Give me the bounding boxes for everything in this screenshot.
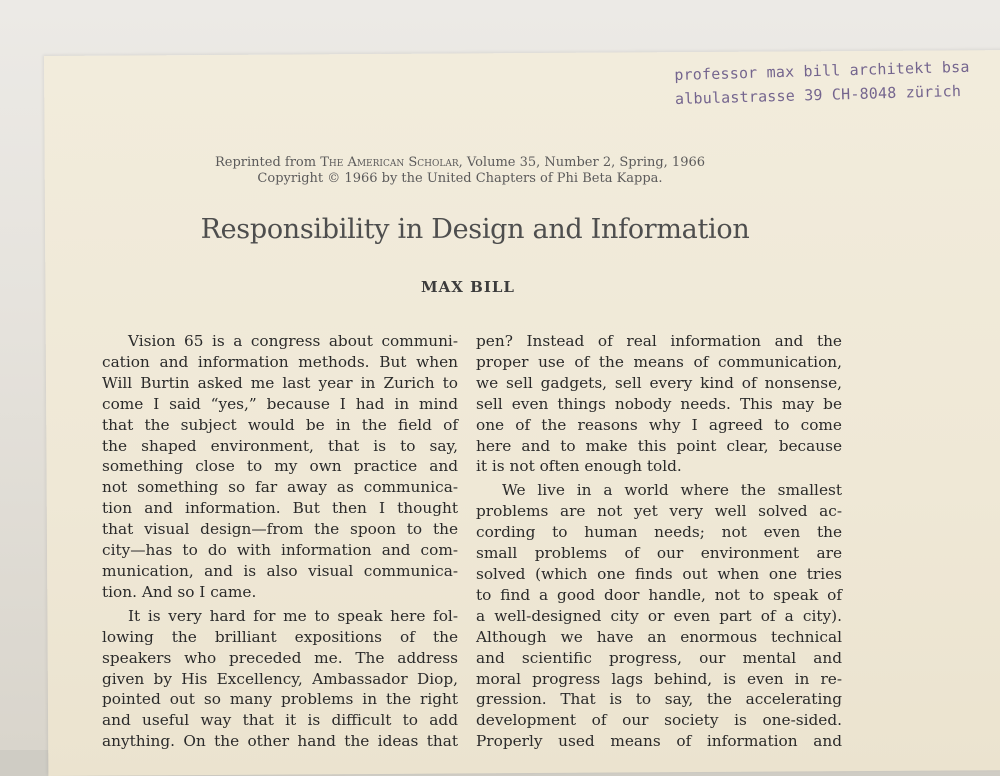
text-line: here and to make this point clear, because [476,436,842,455]
text-line: small problems of our environment are [476,544,842,563]
stamp-line-2: albulastrasse 39 CH-8048 zürich [674,81,962,108]
text-line: a well-designed city or even part of a city). [476,606,842,625]
text-line: speakers who preceded me. The address [102,648,458,667]
text-line: the shaped environment, that is to say, [102,436,458,455]
text-line: that the subject would be in the field of [102,415,458,434]
text-line: Vision 65 is a congress about communi- [128,332,458,350]
reprint-suffix: , Volume 35, Number 2, Spring, 1966 [458,155,706,170]
text-line: not something so far away as communica- [102,478,458,497]
copyright-line: Copyright © 1966 by the United Chapters of Phi Beta Kappa. [257,171,663,186]
text-line: come I said “yes,” because I had in mind [102,394,458,413]
text-line: and useful way that it is difficult to add [102,711,458,730]
text-line: city—has to do with information and com- [102,541,458,560]
article-title: Responsibility in Design and Information [200,214,750,245]
text-line: We live in a world where the smallest [502,481,842,500]
article-author: MAX BILL [421,278,515,296]
text-line: cation and information methods. But when [102,352,458,371]
text-line: we sell gadgets, sell every kind of nonsense, [476,373,842,392]
text-line: given by His Excellency, Ambassador Diop, [102,669,458,688]
stamp-line-1: professor max bill architekt bsa [674,57,970,84]
text-line: pointed out so many problems in the right [102,690,458,709]
text-line: pen? Instead of real information and the [476,332,842,350]
text-line: Properly used means of information and [476,732,842,751]
text-line: solved (which one finds out when one tries [476,564,842,583]
text-line: lowing the brilliant expositions of the [102,627,458,646]
text-line: and scientific progress, our mental and [476,648,842,667]
text-line: sell even things nobody needs. This may be [476,394,842,413]
text-line: one of the reasons why I agreed to come [476,415,842,434]
text-line: something close to my own practice and [102,457,458,476]
text-line: development of our society is one-sided. [476,711,842,730]
text-line: proper use of the means of communication, [476,352,842,371]
text-line: Will Burtin asked me last year in Zurich to [102,373,458,392]
reprint-notice [0,155,920,187]
reprint-line [0,155,920,171]
text-line: munication, and is also visual communica- [102,561,458,580]
text-line: It is very hard for me to speak here fol- [128,606,458,625]
text-line: anything. On the other hand the ideas that [102,732,458,751]
address-stamp [674,55,971,111]
text-line: to find a good door handle, not to speak of [476,585,842,604]
text-line: it is not often enough told. [476,457,682,476]
right-column [476,331,842,752]
text-line: cording to human needs; not even the [476,523,842,542]
text-line: tion and information. But then I thought [102,499,458,518]
text-line: moral progress lags behind, is even in re- [476,669,842,688]
text-line: that visual design—from the spoon to the [102,520,458,539]
text-line: gression. That is to say, the accelerating [476,690,842,709]
text-line: problems are not yet very well solved ac- [476,502,842,521]
journal-name: The American Scholar [320,155,459,170]
text-line: tion. And so I came. [102,582,257,601]
text-line: Although we have an enormous technical [476,627,842,646]
left-column [102,331,458,752]
reprint-prefix: Reprinted from [214,155,321,170]
